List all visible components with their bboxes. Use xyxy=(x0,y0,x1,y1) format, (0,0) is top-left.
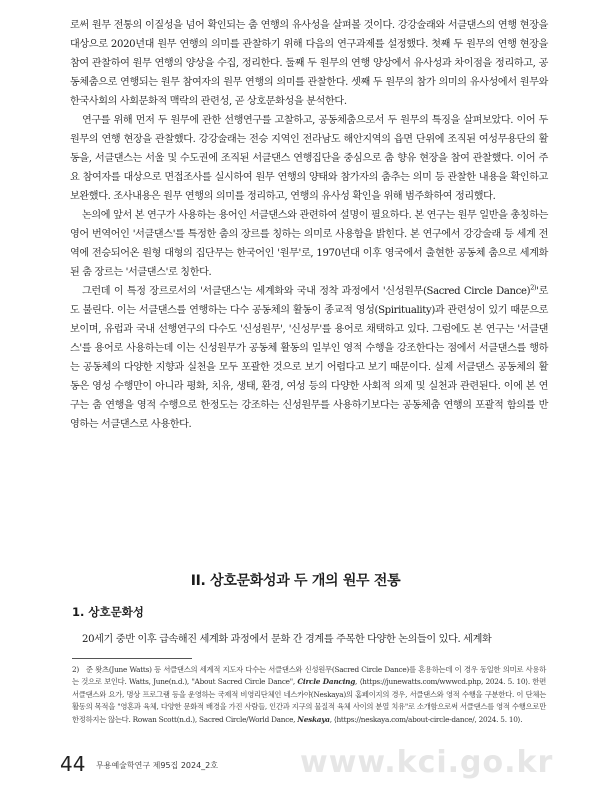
footnote-text: , ⟨https://junewatts.com/wwwcd.php, 2024. 5. 10⟩. 한편 서클댄스와 요가, 명상 프로그램 등을 운영하는 국제적 비영리단체인 네스카야(Neskaya)의 홈페이지의 경우, 서클댄스와 영적 수행을 구분한다. 이 단체는 활동의 목적을 "영혼과 육체, 다양한 문화적 배경을 가진 사람들, 인간과 지구의 물질적 육체 사이의 분열 치유"로 소개함으로써 서클댄스를 영적 수행으로만 한정하지는 않는다. Rowan Scott(n.d.), Sacred Circle/World Dance, xyxy=(72,677,546,724)
footnote-title: Neskaya xyxy=(297,714,330,724)
footnote-title: Circle Dancing xyxy=(297,677,356,687)
paragraph xyxy=(70,282,548,434)
subsection-title: 1. 상호문화성 xyxy=(72,605,144,619)
section-title: II. 상호문화성과 두 개의 원무 전통 xyxy=(190,573,401,589)
paragraph-part: 그런데 이 특정 장르로서의 '서클댄스'는 세계화와 국내 정착 과정에서 '신성원무(Sacred Circle Dance) xyxy=(82,286,531,297)
paragraph: 연구를 위해 먼저 두 원무에 관한 선행연구를 고찰하고, 공동체춤으로서 두 원무의 특징을 살펴보았다. 이어 두 원무의 연행 현장을 관찰했다. 강강술래는 전승 지역인 전라남도 해안지역의 읍면 단위에 조직된 여성무용단의 활동을, 서클댄스는 서울 및 수도권에 조직된 서클댄스 연행집단을 중심으로 춤 향유 현장을 참여 관찰했다. 이어 주요 참여자를 대상으로 면접조사를 실시하여 원무 연행의 양태와 참가자의 춤추는 의미 등 관찰한 내용을 확인하고 보완했다. 조사내용은 원무 연행의 의미를 정리하고, 연행의 유사성 확인을 위해 범주화하여 정리했다. xyxy=(70,115,548,202)
footnote-divider xyxy=(72,658,192,659)
paragraph: 논의에 앞서 본 연구가 사용하는 용어인 서클댄스와 관련하여 설명이 필요하다. 본 연구는 원무 일반을 총칭하는 영어 번역어인 '서클댄스'를 특정한 춤의 장르를 칭하는 의미로 사용함을 밝힌다. 본 연구에서 강강술래 등 세계 전역에 전승되어온 원형 대형의 집단무는 한국어인 '원무'로, 1970년대 이후 영국에서 출현한 공동체 춤으로 세계화된 춤 장르는 '서클댄스'로 칭한다. xyxy=(70,210,548,278)
footnote-ref[interactable]: 2) xyxy=(530,283,537,292)
body-text xyxy=(70,16,548,434)
footnote-text: , ⟨https://neskaya.com/about-circle-dance/, 2024. 5. 10⟩. xyxy=(329,714,523,724)
footnote-number: 2) xyxy=(72,665,79,674)
footnote xyxy=(72,664,546,726)
page-number: 44 xyxy=(60,752,86,776)
journal-info: 무용예술학연구 제95집 2024_2호 xyxy=(96,761,218,770)
paragraph: 로써 원무 전통의 이질성을 넘어 확인되는 춤 연행의 유사성을 살펴볼 것이다. 강강술래와 서클댄스의 연행 현장을 대상으로 2020년대 원무 연행의 의미를 관찰하기 위해 다음의 연구과제를 설정했다. 첫째 두 원무의 연행 현장을 참여 관찰하여 원무 연행의 양상을 수집, 정리한다. 둘째 두 원무의 연행 양상에서 유사성과 차이점을 정리하고, 공동체춤으로 연행되는 원무 참여자의 원무 연행의 의미를 관찰한다. 셋째 두 원무의 참가 의미의 유사성에서 원무와 한국사회의 사회문화적 맥락의 관련성, 곧 상호문화성을 분석한다. xyxy=(70,20,548,107)
watermark: www.kci.go.kr xyxy=(300,745,554,780)
footnote-text: 준 왓츠(June Watts) 등 서클댄스의 세계적 지도자 다수는 서클댄스와 신성원무(Sacred Circle Dance)를 혼용하는데 이 경우 동일한 의미로 사용하는 것으로 보인다. Watts, June(n.d.), "About Sacred Circle Dance", xyxy=(72,665,546,687)
paragraph-part: '로도 불린다. 이는 서클댄스를 연행하는 다수 공동체의 활동이 종교적 영성(Spirituality)과 관련성이 있기 때문으로 보이며, 유럽과 국내 선행연구의 다수도 '신성원무', '신성무'를 용어로 채택하고 있다. 그럼에도 본 연구는 '서클댄스'를 용어로 사용하는데 이는 신성원무가 공동체 활동의 일부인 영적 수행을 강조한다는 점에서 서클댄스를 행하는 공동체의 다양한 지향과 실천을 모두 포괄한 것으로 보기 어렵다고 보기 때문이다. 실제 서클댄스 공동체의 활동은 영성 수행만이 아니라 평화, 치유, 생태, 환경, 여성 등의 다양한 사회적 의제 및 실천과 관련된다. 이에 본 연구는 춤 연행을 영적 수행으로 한정도는 강조하는 신성원무를 사용하기보다는 공동체춤 연행의 포괄적 함의를 반영하는 서클댄스로 사용한다. xyxy=(70,286,548,430)
paragraph: 20세기 중반 이후 급속해진 세계화 과정에서 문화 간 경계를 주목한 다양한 논의들이 있다. 세계화 xyxy=(82,634,492,645)
